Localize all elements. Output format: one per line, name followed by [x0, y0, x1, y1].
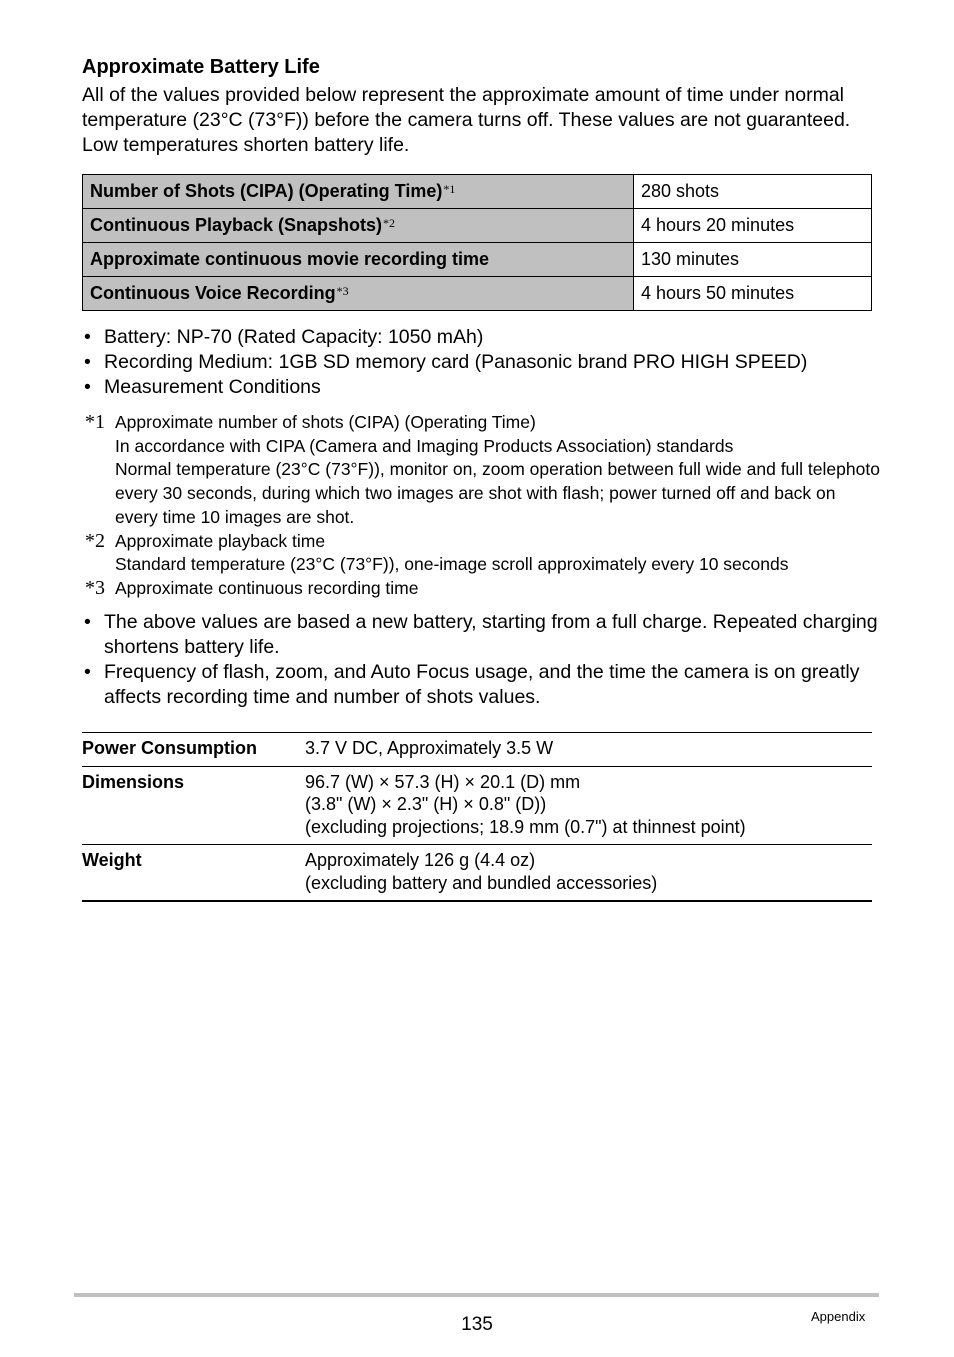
spec-value: Approximately 126 g (4.4 oz) (excluding battery and bundled accessories): [305, 850, 658, 893]
row-value: 130 minutes: [634, 243, 872, 277]
spec-key: Dimensions: [82, 771, 185, 792]
spec-value: 3.7 V DC, Approximately 3.5 W: [305, 738, 554, 758]
footnote-line: Normal temperature (23°C (73°F)), monitor on, zoom operation between full wide and full telephoto every 30 seconds, during which two images are shot with flash; power turned off and back on every time 10 images are shot.: [115, 459, 880, 527]
spec-row-power: [82, 733, 872, 767]
section-heading: Approximate Battery Life: [82, 56, 320, 78]
table-row: [83, 243, 872, 277]
list-item: • Battery: NP-70 (Rated Capacity: 1050 mAh): [84, 326, 484, 348]
footnote-mark: *3: [336, 284, 349, 298]
footer-rule: [74, 1293, 879, 1297]
spec-row-dimensions: [82, 767, 872, 846]
bullet-icon: •: [84, 661, 91, 683]
footnote-mark: *1: [443, 182, 456, 196]
footnote-line: Approximate number of shots (CIPA) (Operating Time): [115, 412, 536, 432]
list-item: • The above values are based a new battery, starting from a full charge. Repeated charging shortens battery life.: [84, 611, 878, 658]
bullet-icon: •: [84, 351, 91, 373]
page-number: 135: [461, 1314, 493, 1335]
list-item: • Measurement Conditions: [84, 376, 321, 398]
footnote-line: Approximate playback time: [115, 530, 326, 551]
footnote-mark: *3: [85, 576, 105, 599]
footnote: [82, 530, 882, 577]
spec-key: Power Consumption: [82, 738, 257, 758]
row-value: 4 hours 50 minutes: [634, 277, 872, 311]
table-row: [83, 175, 872, 209]
footnote-mark: *1: [85, 411, 105, 433]
list-item: • Recording Medium: 1GB SD memory card (Panasonic brand PRO HIGH SPEED): [84, 351, 808, 373]
spec-key: Weight: [82, 850, 142, 870]
section-label: Appendix: [811, 1309, 866, 1324]
bullet-icon: •: [84, 611, 91, 633]
bullet-icon: •: [84, 376, 91, 398]
footnote: [82, 411, 882, 530]
footnote-line: In accordance with CIPA (Camera and Imaging Products Association) standards: [115, 435, 734, 456]
footnote-line: Standard temperature (23°C (73°F)), one-image scroll approximately every 10 seconds: [115, 554, 789, 575]
battery-life-table: [82, 174, 872, 311]
footnote-line: Approximate continuous recording time: [115, 577, 419, 598]
row-label: Continuous Voice Recording$^{*3}$: [83, 277, 634, 311]
conditions-list: [84, 325, 884, 400]
table-row: [83, 277, 872, 311]
spec-row-weight: [82, 845, 872, 902]
table-row: [83, 209, 872, 243]
row-label: Approximate continuous movie recording time: [83, 243, 634, 277]
list-item: • Frequency of flash, zoom, and Auto Focus usage, and the time the camera is on greatly affects recording time and number of shots values.: [84, 661, 860, 708]
spec-value: 96.7 (W) × 57.3 (H) × 20.1 (D) mm (3.8" (W) × 2.3" (H) × 0.8" (D)) (excluding projections; 18.9 mm (0.7") at thinnest point): [305, 771, 746, 837]
row-value: 4 hours 20 minutes: [634, 209, 872, 243]
spec-table: [82, 732, 872, 902]
intro-paragraph: All of the values provided below represent the approximate amount of time under normal temperature (23°C (73°F)) before the camera turns off. These values are not guaranteed. Low temperatures shorten battery life.: [82, 84, 851, 156]
row-label: Number of Shots (CIPA) (Operating Time)$^{*1}$: [83, 175, 634, 209]
row-value: 280 shots: [634, 175, 872, 209]
remarks-list: [84, 610, 884, 710]
bullet-icon: •: [84, 326, 91, 348]
footnote: [82, 577, 882, 601]
row-label: Continuous Playback (Snapshots)$^{*2}$: [83, 209, 634, 243]
footnote-mark: *2: [85, 529, 105, 552]
footnote-mark: *2: [383, 216, 396, 230]
footnotes: [82, 411, 882, 601]
